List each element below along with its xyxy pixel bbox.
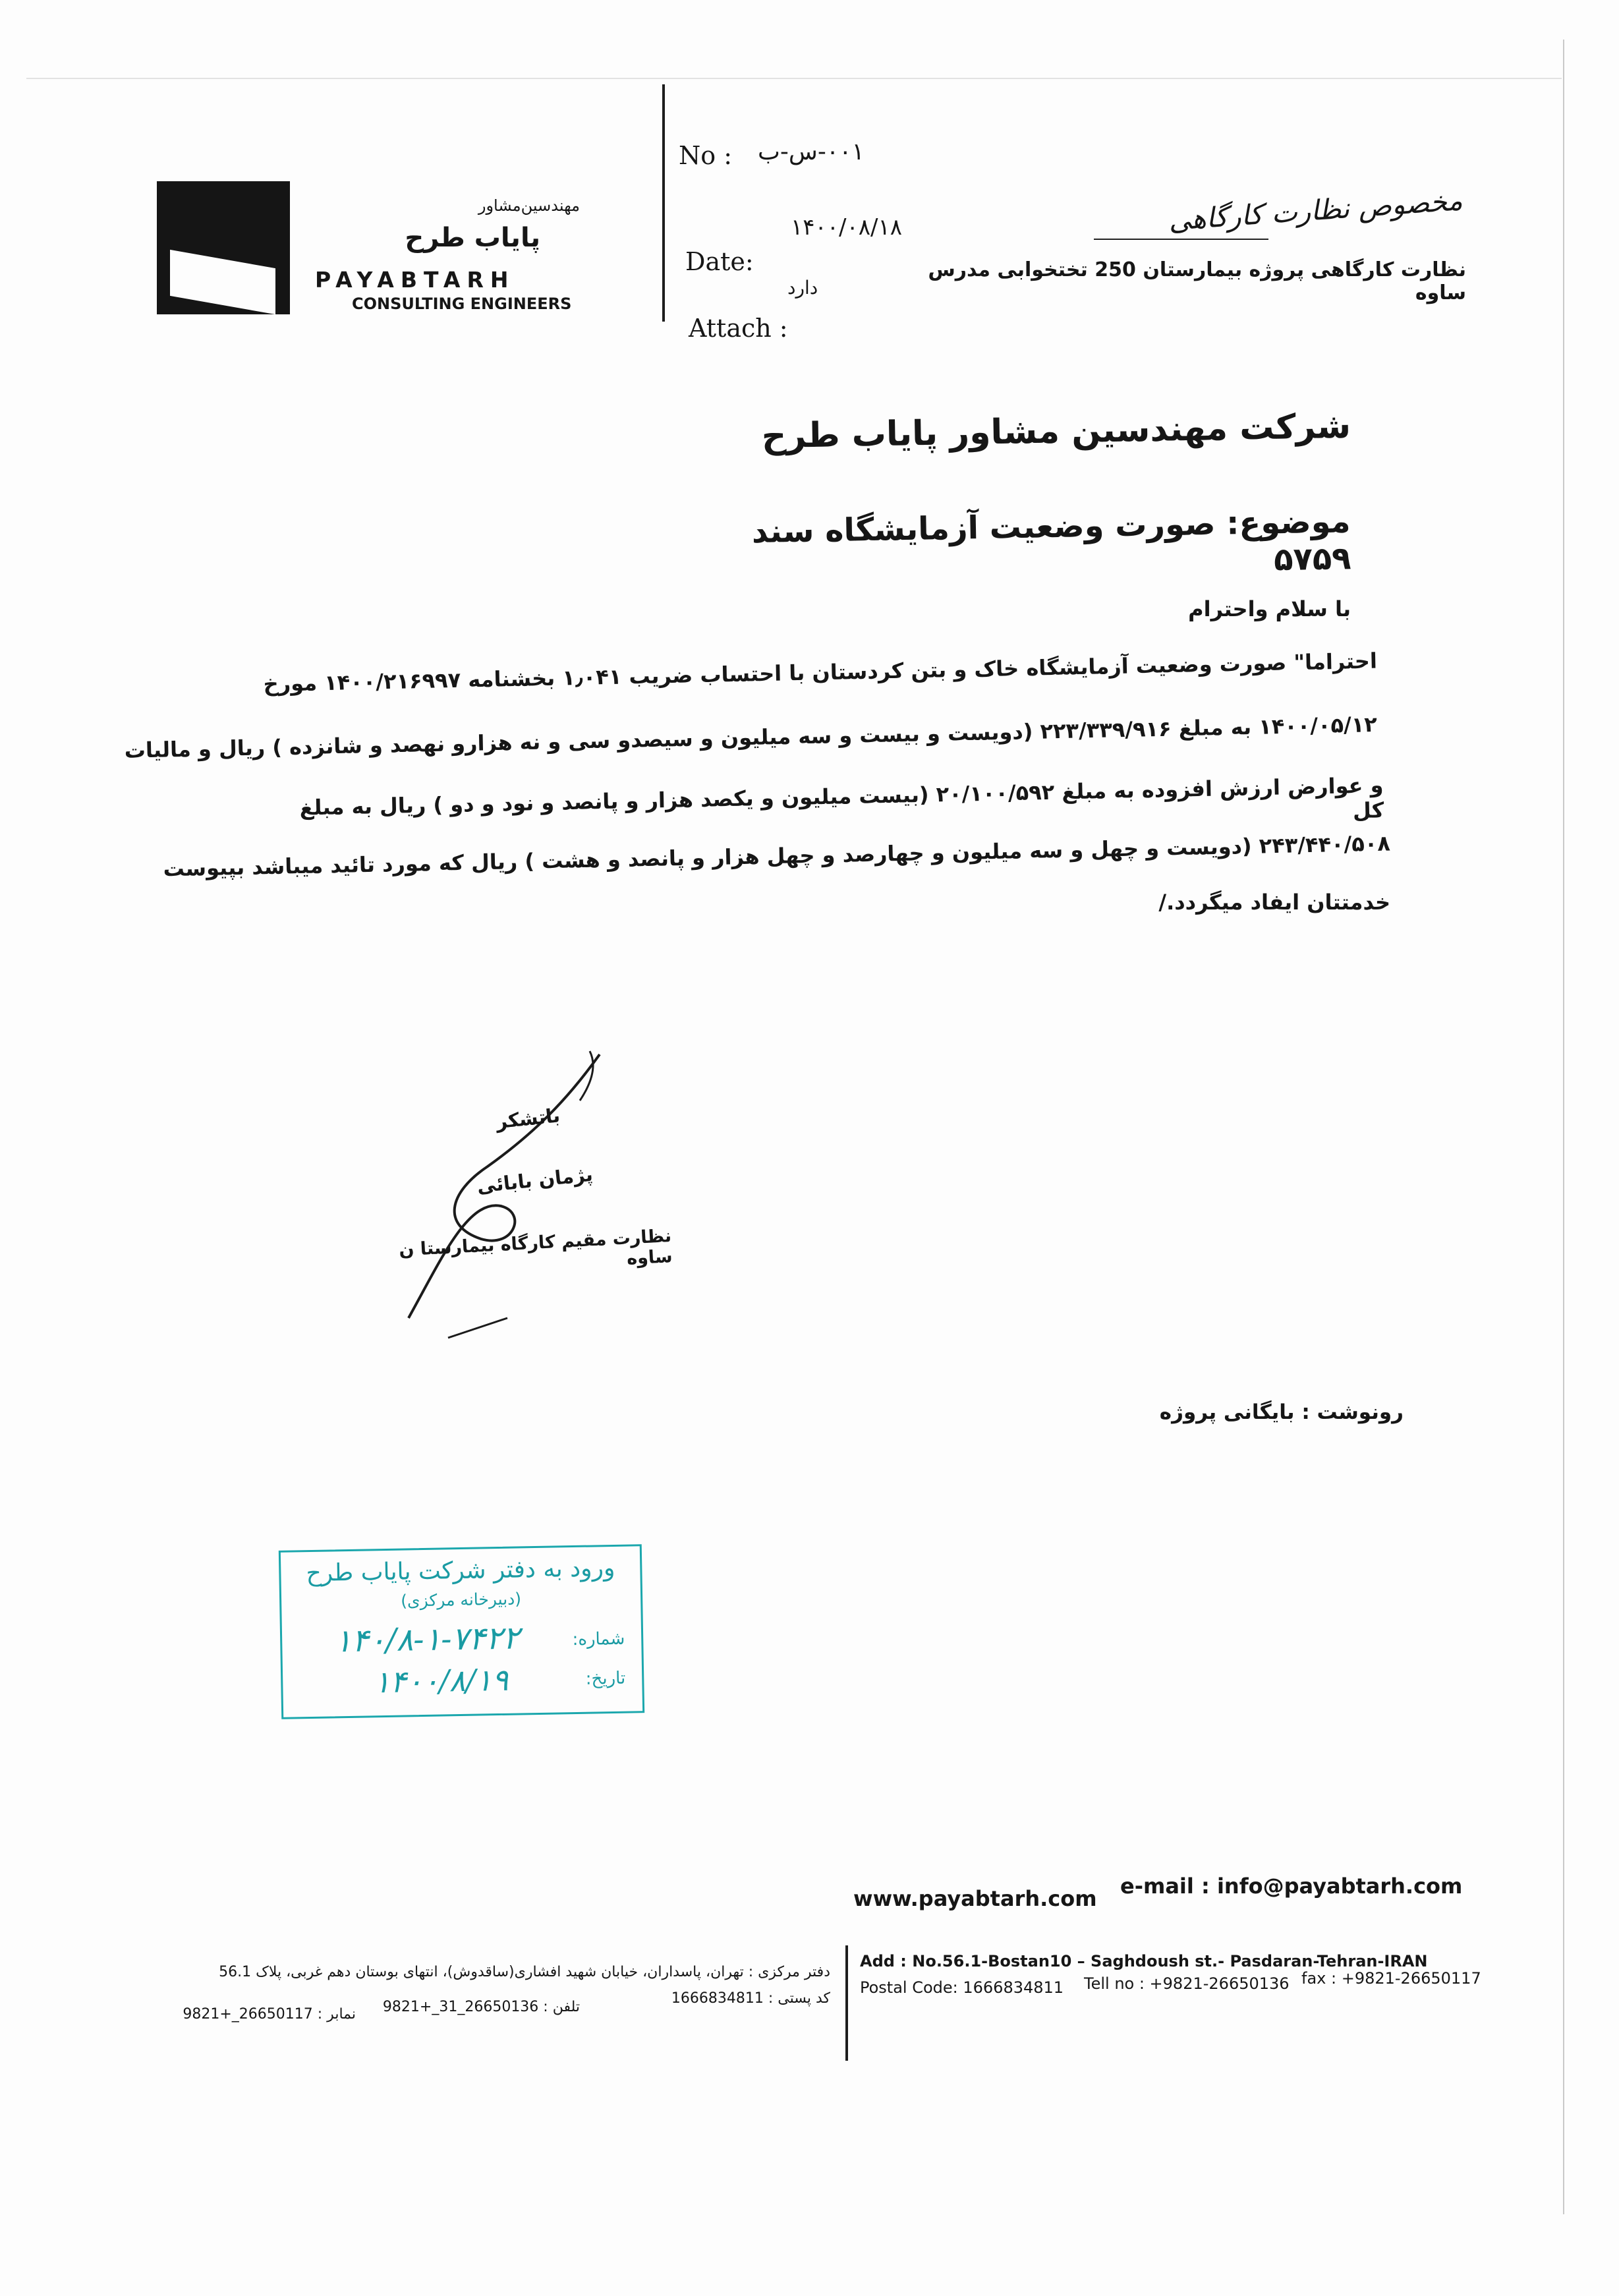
footer-postal-en: Postal Code: 1666834811 bbox=[860, 1978, 1064, 1997]
cc-line: رونوشت : بایگانی پروژه bbox=[1159, 1400, 1404, 1424]
footer-address-en: Add : No.56.1-Bostan10 – Saghdoush st.- Pasdaran-Tehran-IRAN bbox=[860, 1952, 1428, 1970]
stamp-title: ورود به دفتر شرکت پایاب طرح bbox=[306, 1554, 615, 1588]
body-line: احتراما" صورت وضعیت آزمایشگاه خاک و بتن کردستان با احتساب ضریب ۱٫۰۴۱ بخشنامه ۱۴۰۰/۲۱۶۹۹۷ مورخ bbox=[263, 648, 1378, 697]
body-line: ۲۴۳/۴۴۰/۵۰۸ (دویست و چهل و سه میلیون و چهارصد و چهل هزار و پانصد و هشت ) ریال که مورد تائید میباشد بپیوست bbox=[163, 830, 1391, 882]
scan-edge-top bbox=[26, 78, 1562, 79]
handwritten-header: مخصوص نظارت کارگاهی bbox=[1167, 184, 1463, 237]
logo-subtitle-en: CONSULTING ENGINEERS bbox=[352, 295, 572, 313]
greeting: با سلام واحترام bbox=[1188, 596, 1351, 621]
stamp-number-value: ۱۴۰/۸-۱-۷۴۲۲ bbox=[334, 1619, 520, 1660]
payabtarh-logo-icon bbox=[157, 181, 290, 314]
signer-title: نظارت مقیم کارگاه بیمارستا ن ساوه bbox=[398, 1226, 673, 1269]
footer-fax-en: fax : +9821-26650117 bbox=[1301, 1969, 1481, 1988]
logo-name-en: PAYABTARH bbox=[315, 267, 515, 293]
stamp-date-label: تاریخ: bbox=[585, 1668, 626, 1689]
footer-email: e-mail : info@payabtarh.com bbox=[1120, 1874, 1463, 1899]
recipient: شرکت مهندسین مشاور پایاب طرح bbox=[761, 406, 1351, 457]
no-value: ۰۰۱-س-ب bbox=[758, 138, 865, 165]
scan-edge-right bbox=[1563, 40, 1564, 2214]
subject: موضوع: صورت وضعیت آزمایشگاه سند ۵۷۵۹ bbox=[751, 503, 1351, 579]
project-title: نظارت کارگاهی پروژه بیمارستان 250 تختخوابی مدرس ساوه bbox=[928, 258, 1466, 304]
footer-website: www.payabtarh.com bbox=[853, 1886, 1097, 1911]
receipt-stamp bbox=[279, 1544, 644, 1719]
body-line: و عوارض ارزش افزوده به مبلغ ۲۰/۱۰۰/۵۹۲ (بیست میلیون و یکصد هزار و پانصد و نود و دو ) ریال به مبلغ کل bbox=[299, 772, 1384, 824]
header-divider bbox=[662, 84, 665, 322]
logo-name-fa: پایاب طرح bbox=[405, 223, 540, 253]
body-line: خدمتتان ایفاد میگردد./ bbox=[1158, 890, 1390, 915]
handwritten-underline bbox=[1094, 239, 1268, 240]
stamp-subtitle: (دبیرخانه مرکزی) bbox=[401, 1589, 522, 1611]
no-label: No : bbox=[679, 141, 733, 170]
footer-fax-fa: نمابر : 26650117_+9821 bbox=[183, 2006, 356, 2023]
attach-label: Attach : bbox=[689, 314, 788, 343]
body-line: ۱۴۰۰/۰۵/۱۲ به مبلغ ۲۲۳/۳۳۹/۹۱۶ (دویست و بیست و سه میلیون و سیصدو سی و نه هزارو نهصد و شانزده ) ریال و مالیات bbox=[124, 712, 1378, 763]
footer-divider bbox=[845, 1945, 848, 2061]
signature-thanks: باتشکر bbox=[495, 1104, 561, 1134]
date-label: Date: bbox=[685, 247, 754, 276]
date-value: ۱۴۰۰/۰۸/۱۸ bbox=[791, 214, 903, 241]
footer-postal-fa: کد پستی : 1666834811 bbox=[671, 1990, 830, 2007]
signer-name: پژمان بابائی bbox=[476, 1162, 594, 1197]
stamp-date-value: ۱۴۰۰/۸/۱۹ bbox=[373, 1661, 509, 1700]
footer-tel-en: Tell no : +9821-26650136 bbox=[1084, 1974, 1290, 1993]
stamp-number-label: شماره: bbox=[572, 1628, 625, 1650]
logo-consultant-label: مهندسین‌مشاور bbox=[478, 196, 580, 215]
footer-tel-fa: تلفن : 26650136_31_+9821 bbox=[382, 1999, 580, 2015]
attach-value: دارد bbox=[787, 277, 818, 299]
footer-address-fa: دفتر مرکزی : تهران، پاسداران، خیابان شهید افشاری(ساقدوش)، انتهای بوستان دهم غربی، پلاک 56.1 bbox=[219, 1964, 830, 1980]
